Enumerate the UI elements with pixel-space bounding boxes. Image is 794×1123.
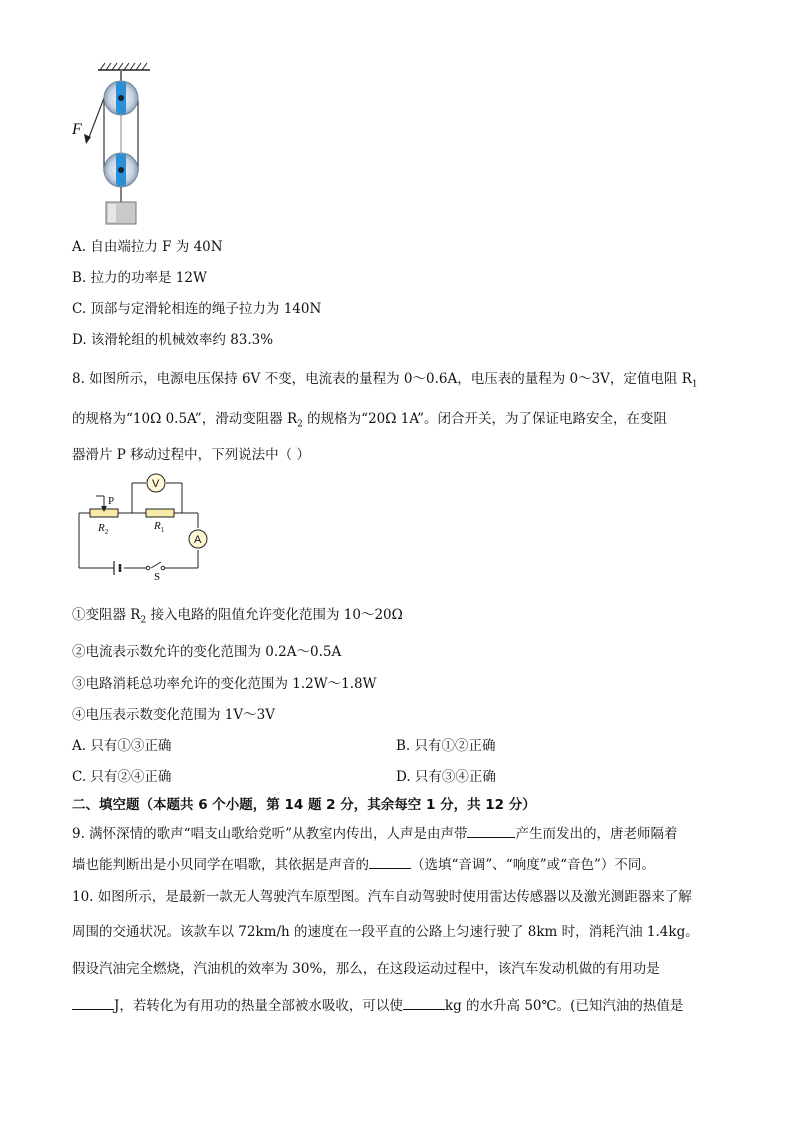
circuit-diagram xyxy=(76,470,216,582)
r1-label: $R_1$ xyxy=(154,520,165,534)
q9-blank-1[interactable] xyxy=(467,823,515,838)
q8-option-c: C. 只有②④正确 xyxy=(72,769,172,785)
q8-statement-1: ①变阻器 $R_2$ 接入电路的阻值允许变化范围为 10～20Ω xyxy=(72,607,403,626)
slider-label: P xyxy=(108,495,115,507)
q8-stem-line2: 的规格为“10Ω 0.5A”，滑动变阻器 $R_2$ 的规格为“20Ω 1A”。闭合开关，为了保证电路安全，在变阻 xyxy=(72,411,668,430)
q8-option-b: B. 只有①②正确 xyxy=(396,738,496,754)
voltmeter-label: V xyxy=(152,478,160,490)
q10-blank-2[interactable] xyxy=(403,995,445,1010)
q8-option-d: D. 只有③④正确 xyxy=(396,769,496,785)
q9-line2: 墙也能判断出是小贝同学在唱歌，其依据是声音的 （选填“音调”、“响度”或“音色”）不同。 xyxy=(72,853,655,873)
q7-option-c: C. 顶部与定滑轮相连的绳子拉力为 140N xyxy=(72,301,322,317)
q8-stem-line3: 器滑片 P 移动过程中，下列说法中（ ） xyxy=(72,447,310,463)
q8-option-a: A. 只有①③正确 xyxy=(72,738,172,754)
q10-line4: J，若转化为有用功的热量全部被水吸收，可以使 kg 的水升高 50℃。(已知汽油的热值是 xyxy=(72,994,683,1014)
switch-label: S xyxy=(154,571,161,582)
q8-statement-2: ②电流表示数允许的变化范围为 0.2A～0.5A xyxy=(72,644,342,660)
section-2-title: 二、填空题（本题共 6 个小题，第 14 题 2 分，其余每空 1 分，共 12 分） xyxy=(72,797,536,813)
q7-option-a: A. 自由端拉力 F 为 40N xyxy=(72,239,223,255)
q7-option-d: D. 该滑轮组的机械效率约 83.3% xyxy=(72,332,274,348)
q8-stem-line1: 8. 如图所示，电源电压保持 6V 不变，电流表的量程为 0～0.6A，电压表的量程为 0～3V，定值电阻 $R_1$ xyxy=(72,371,698,390)
r2-label: $R_2$ xyxy=(98,522,109,536)
q9-blank-2[interactable] xyxy=(369,854,411,869)
q10-line1: 10. 如图所示，是最新一款无人驾驶汽车原型图。汽车自动驾驶时使用雷达传感器以及激光测距器来了解 xyxy=(72,889,692,905)
force-label: F xyxy=(72,121,82,138)
q7-option-b: B. 拉力的功率是 12W xyxy=(72,270,207,286)
q9-line1: 9. 满怀深情的歌声“唱支山歌给党听”从教室内传出，人声是由声带 产生而发出的，唐老师隔着 xyxy=(72,822,677,842)
q10-blank-1[interactable] xyxy=(72,995,114,1010)
q10-line2: 周围的交通状况。该款车以 72km/h 的速度在一段平直的公路上匀速行驶了 8km 时，消耗汽油 1.4kg。 xyxy=(72,924,699,940)
ammeter-label: A xyxy=(194,534,202,546)
pulley-figure xyxy=(70,60,160,226)
q8-statement-4: ④电压表示数变化范围为 1V～3V xyxy=(72,707,275,723)
q10-line3: 假设汽油完全燃烧，汽油机的效率为 30%，那么，在这段运动过程中，该汽车发动机做的有用功是 xyxy=(72,961,660,977)
q8-statement-3: ③电路消耗总功率允许的变化范围为 1.2W～1.8W xyxy=(72,676,377,692)
